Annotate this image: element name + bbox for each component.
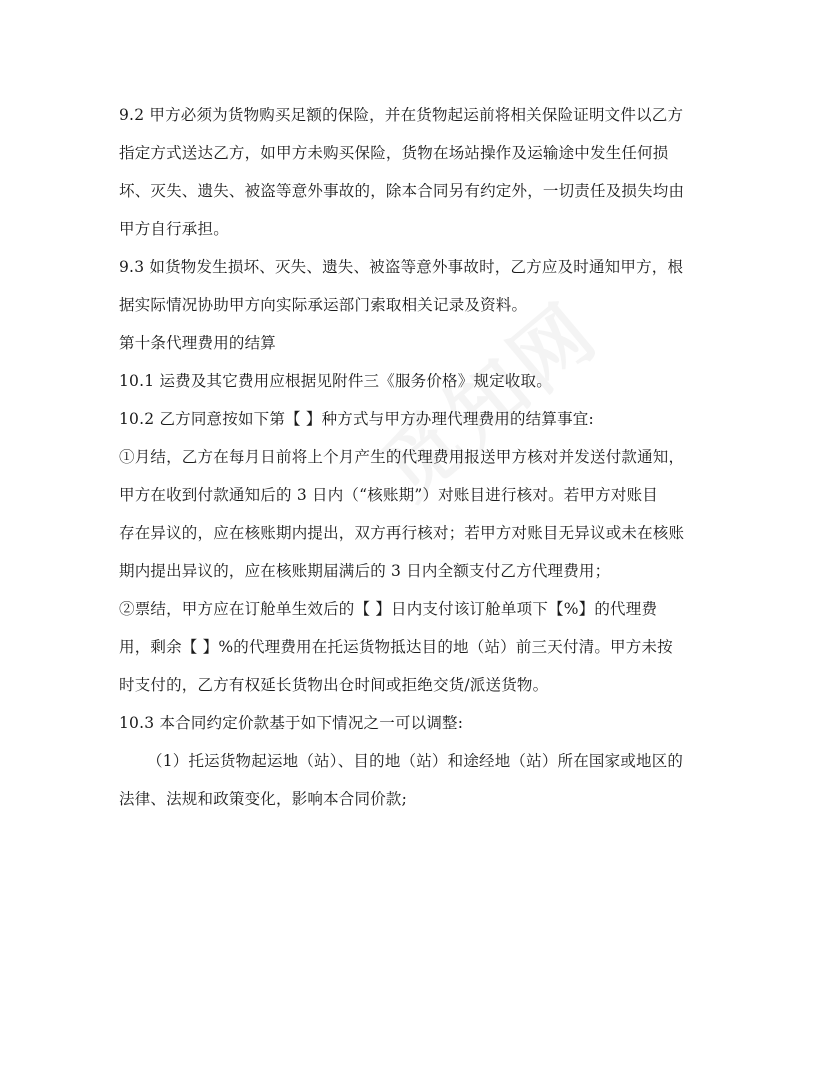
ticket-settlement-line-1: ②票结，甲方应在订舱单生效后的【 】日内支付该订舱单项下【%】的代理费 bbox=[119, 600, 658, 618]
clause-9-3-line-1: 9.3 如货物发生损坏、灭失、遗失、被盗等意外事故时，乙方应及时通知甲方，根 bbox=[119, 258, 684, 276]
monthly-settlement-line-1: ①月结，乙方在每月日前将上个月产生的代理费用报送甲方核对并发送付款通知， bbox=[119, 448, 685, 466]
clause-9-2-line-1: 9.2 甲方必须为货物购买足额的保险，并在货物起运前将相关保险证明文件以乙方 bbox=[119, 106, 684, 124]
article-10-heading: 第十条代理费用的结算 bbox=[119, 334, 277, 352]
monthly-settlement-line-2: 甲方在收到付款通知后的 3 日内（“核账期”）对账目进行核对。若甲方对账目 bbox=[119, 486, 658, 504]
document-body bbox=[119, 96, 719, 818]
clause-10-3: 10.3 本合同约定价款基于如下情况之一可以调整: bbox=[119, 714, 464, 732]
ticket-settlement-line-2: 用，剩余【 】%的代理费用在托运货物抵达目的地（站）前三天付清。甲方未按 bbox=[119, 638, 673, 656]
clause-9-2-line-3: 坏、灭失、遗失、被盗等意外事故的，除本合同另有约定外，一切责任及损失均由 bbox=[119, 182, 685, 200]
clause-9-2-line-4: 甲方自行承担。 bbox=[119, 220, 229, 238]
adjustment-item-1-line-1: （1）托运货物起运地（站）、目的地（站）和途经地（站）所在国家或地区的 bbox=[147, 752, 684, 770]
ticket-settlement-line-3: 时支付的，乙方有权延长货物出仓时间或拒绝交货/派送货物。 bbox=[119, 676, 549, 694]
monthly-settlement-line-4: 期内提出异议的，应在核账期届满后的 3 日内全额支付乙方代理费用； bbox=[119, 562, 611, 580]
clause-10-2: 10.2 乙方同意按如下第【 】种方式与甲方办理代理费用的结算事宜: bbox=[119, 410, 594, 428]
clause-9-2-line-2: 指定方式送达乙方，如甲方未购买保险，货物在场站操作及运输途中发生任何损 bbox=[119, 144, 669, 162]
clause-10-1: 10.1 运费及其它费用应根据见附件三《服务价格》规定收取。 bbox=[119, 372, 552, 390]
clause-9-3-line-2: 据实际情况协助甲方向实际承运部门索取相关记录及资料。 bbox=[119, 296, 528, 314]
adjustment-item-1-line-2: 法律、法规和政策变化，影响本合同价款; bbox=[119, 790, 408, 808]
monthly-settlement-line-3: 存在异议的，应在核账期内提出，双方再行核对；若甲方对账目无异议或未在核账 bbox=[119, 524, 685, 542]
